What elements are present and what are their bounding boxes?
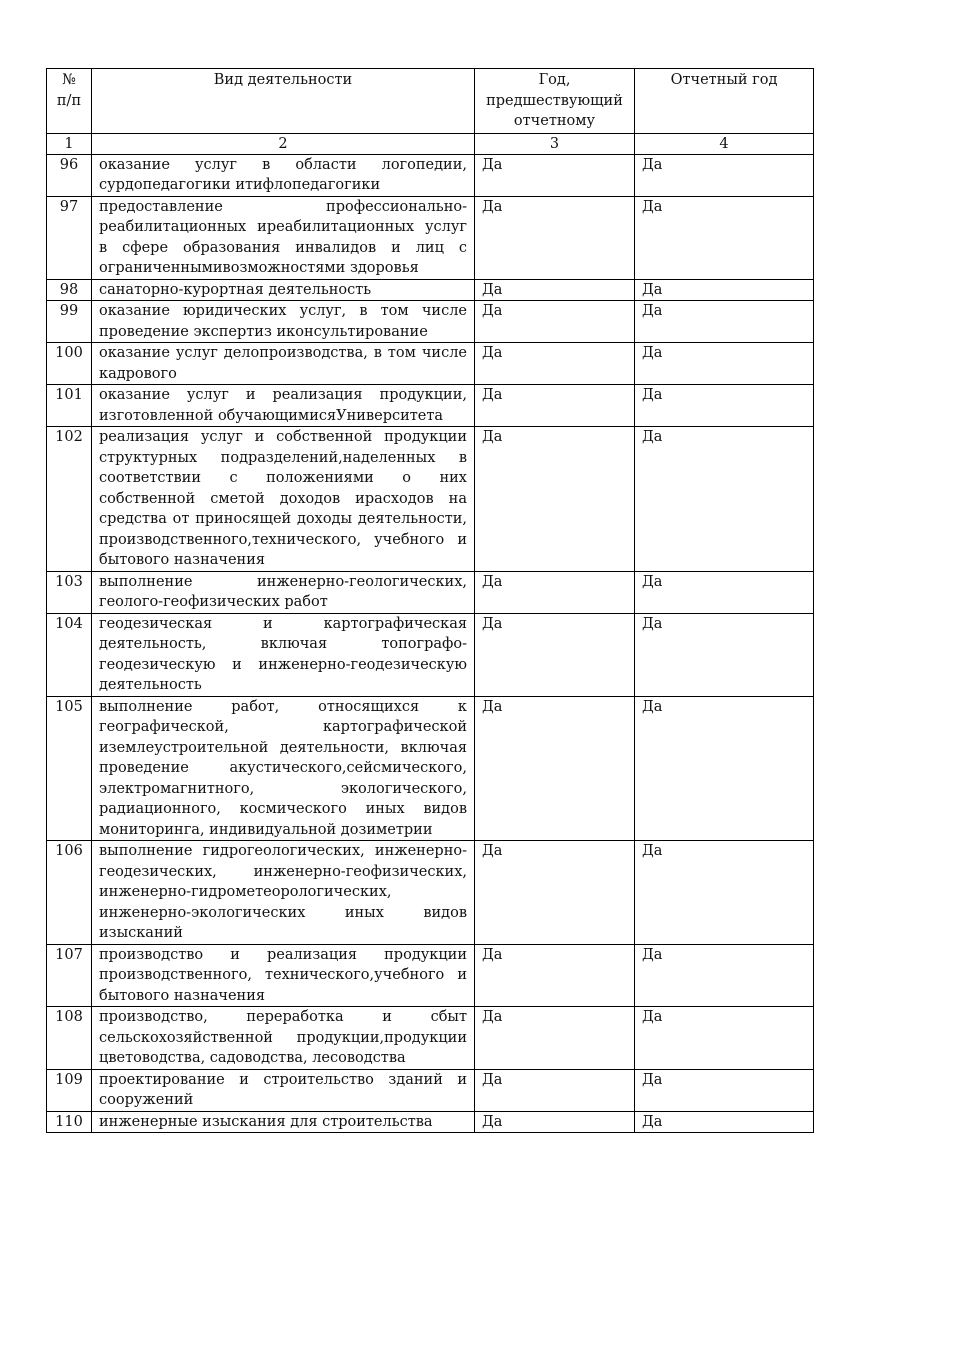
row-number: 107 [47, 944, 92, 1007]
activity-description: оказание услуг в области логопедии, сурдопедагогики итифлопедагогики [92, 154, 475, 196]
row-number: 100 [47, 343, 92, 385]
header-prev-year: Год, предшествующий отчетному [475, 69, 635, 134]
column-index: 1 [47, 133, 92, 154]
table-row [47, 1069, 814, 1111]
prev-year-value: Да [475, 571, 635, 613]
header-report-year: Отчетный год [635, 69, 814, 134]
activity-description: геодезическая и картографическая деятельность, включая топографо-геодезическую и инженерно-геодезическую деятельность [92, 613, 475, 696]
table-row [47, 343, 814, 385]
prev-year-value: Да [475, 427, 635, 572]
table-row [47, 385, 814, 427]
activity-description: оказание юридических услуг, в том числе проведение экспертиз иконсультирование [92, 301, 475, 343]
table-row [47, 571, 814, 613]
row-number: 102 [47, 427, 92, 572]
row-number: 97 [47, 196, 92, 279]
report-year-value: Да [635, 944, 814, 1007]
table-row [47, 301, 814, 343]
report-year-value: Да [635, 1069, 814, 1111]
activity-table [46, 68, 814, 1133]
table-row [47, 944, 814, 1007]
prev-year-value: Да [475, 1111, 635, 1133]
report-year-value: Да [635, 196, 814, 279]
row-number: 108 [47, 1007, 92, 1070]
row-number: 104 [47, 613, 92, 696]
report-year-value: Да [635, 1007, 814, 1070]
header-row [47, 69, 814, 134]
report-year-value: Да [635, 154, 814, 196]
table-row [47, 196, 814, 279]
row-number: 96 [47, 154, 92, 196]
row-number: 105 [47, 696, 92, 841]
row-number: 101 [47, 385, 92, 427]
table-row [47, 841, 814, 945]
row-number: 98 [47, 279, 92, 301]
activity-description: санаторно-курортная деятельность [92, 279, 475, 301]
report-year-value: Да [635, 1111, 814, 1133]
prev-year-value: Да [475, 343, 635, 385]
table-row [47, 1111, 814, 1133]
activity-description: производство и реализация продукции производственного, технического,учебного и бытового назначения [92, 944, 475, 1007]
prev-year-value: Да [475, 944, 635, 1007]
column-index-row [47, 133, 814, 154]
activity-description: предоставление профессионально-реабилитационных иреабилитационных услуг в сфере образования инвалидов и лиц с ограниченнымивозможностями здоровья [92, 196, 475, 279]
activity-description: выполнение инженерно-геологических, геолого-геофизических работ [92, 571, 475, 613]
report-year-value: Да [635, 427, 814, 572]
report-year-value: Да [635, 279, 814, 301]
prev-year-value: Да [475, 196, 635, 279]
column-index: 3 [475, 133, 635, 154]
table-row [47, 613, 814, 696]
table-row [47, 427, 814, 572]
column-index: 2 [92, 133, 475, 154]
activity-description: инженерные изыскания для строительства [92, 1111, 475, 1133]
activity-description: производство, переработка и сбыт сельскохозяйственной продукции,продукции цветоводства, садоводства, лесоводства [92, 1007, 475, 1070]
table-body [47, 154, 814, 1133]
activity-description: оказание услуг и реализация продукции, изготовленной обучающимисяУниверситета [92, 385, 475, 427]
activity-description: реализация услуг и собственной продукции структурных подразделений,наделенных в соответствии с положениями о них собственной сметой доходов ирасходов на средства от приносящей доходы деятельности, производственного,технического, учебного и бытового назначения [92, 427, 475, 572]
row-number: 103 [47, 571, 92, 613]
header-activity: Вид деятельности [92, 69, 475, 134]
prev-year-value: Да [475, 279, 635, 301]
prev-year-value: Да [475, 301, 635, 343]
activity-description: выполнение гидрогеологических, инженерно-геодезических, инженерно-геофизических, инженерно-гидрометеорологических, инженерно-экологических иных видов изысканий [92, 841, 475, 945]
prev-year-value: Да [475, 696, 635, 841]
row-number: 106 [47, 841, 92, 945]
table-row [47, 154, 814, 196]
prev-year-value: Да [475, 841, 635, 945]
report-year-value: Да [635, 301, 814, 343]
table-row [47, 696, 814, 841]
row-number: 99 [47, 301, 92, 343]
report-year-value: Да [635, 571, 814, 613]
report-year-value: Да [635, 385, 814, 427]
activity-description: оказание услуг делопроизводства, в том числе кадрового [92, 343, 475, 385]
report-year-value: Да [635, 613, 814, 696]
prev-year-value: Да [475, 1069, 635, 1111]
report-year-value: Да [635, 343, 814, 385]
table-row [47, 1007, 814, 1070]
activity-description: проектирование и строительство зданий и сооружений [92, 1069, 475, 1111]
table-row [47, 279, 814, 301]
prev-year-value: Да [475, 613, 635, 696]
prev-year-value: Да [475, 385, 635, 427]
column-index: 4 [635, 133, 814, 154]
header-number: № п/п [47, 69, 92, 134]
prev-year-value: Да [475, 154, 635, 196]
report-year-value: Да [635, 696, 814, 841]
row-number: 109 [47, 1069, 92, 1111]
row-number: 110 [47, 1111, 92, 1133]
activity-description: выполнение работ, относящихся к географической, картографической иземлеустроительной деятельности, включая проведение акустического,сейсмического, электромагнитного, экологического, радиационного, космического иных видов мониторинга, индивидуальной дозиметрии [92, 696, 475, 841]
report-year-value: Да [635, 841, 814, 945]
prev-year-value: Да [475, 1007, 635, 1070]
